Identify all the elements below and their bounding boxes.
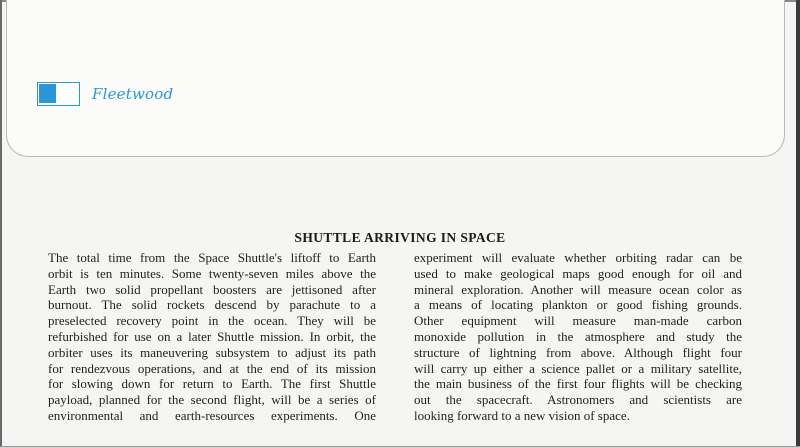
envelope-right-edge	[796, 0, 800, 447]
text-line: the main business of the first four flights will be checking	[414, 376, 742, 392]
text-line: out the spacecraft. Astronomers and scientists are	[414, 392, 742, 408]
text-line: preselected recovery point in the ocean. They will be	[48, 313, 376, 329]
article-column-left	[48, 250, 376, 424]
text-line: refurbished for use on a later Shuttle mission. In orbit, the	[48, 328, 376, 344]
envelope-flap	[6, 0, 785, 157]
text-line: payload, planned for the second flight, will be a series of	[48, 392, 376, 408]
text-line: monoxide pollution in the atmosphere and study the	[414, 328, 742, 344]
text-line: used to make geological maps good enough for oil and	[414, 265, 742, 281]
article-title: SHUTTLE ARRIVING IN SPACE	[294, 230, 506, 245]
text-line: mineral exploration. Another will measure ocean color as	[414, 281, 742, 297]
text-line: Earth two solid propellant boosters are jettisoned after	[48, 281, 376, 297]
text-line: burnout. The solid rockets descend by parachute to a	[48, 297, 376, 313]
envelope-left-edge	[0, 0, 2, 447]
text-line: orbit is ten minutes. Some twenty-seven miles above the	[48, 265, 376, 281]
text-line: structure of lightning from above. Although flight four	[414, 344, 742, 360]
text-line: will carry up either a science pallet or a military satellite,	[414, 360, 742, 376]
text-line: orbiter uses its maneuvering subsystem to adjust its path	[48, 344, 376, 360]
text-line: for rendezvous operations, and at the end of its mission	[48, 360, 376, 376]
text-line: environmental and earth-resources experiments. One	[48, 407, 376, 423]
fleetwood-logo	[37, 82, 207, 108]
text-line: a means of locating plankton or good fishing grounds.	[414, 297, 742, 313]
article-column-right	[414, 250, 742, 424]
brand-name: Fleetwood	[92, 85, 174, 103]
text-line: Other equipment will measure man-made carbon	[414, 313, 742, 329]
text-line: looking forward to a new vision of space.	[414, 407, 630, 423]
text-line: for slowing down for return to Earth. The first Shuttle	[48, 376, 376, 392]
text-line: experiment will evaluate whether orbiting radar can be	[414, 250, 742, 265]
text-line: The total time from the Space Shuttle's liftoff to Earth	[48, 250, 376, 265]
fleetwood-box-icon	[37, 82, 80, 106]
